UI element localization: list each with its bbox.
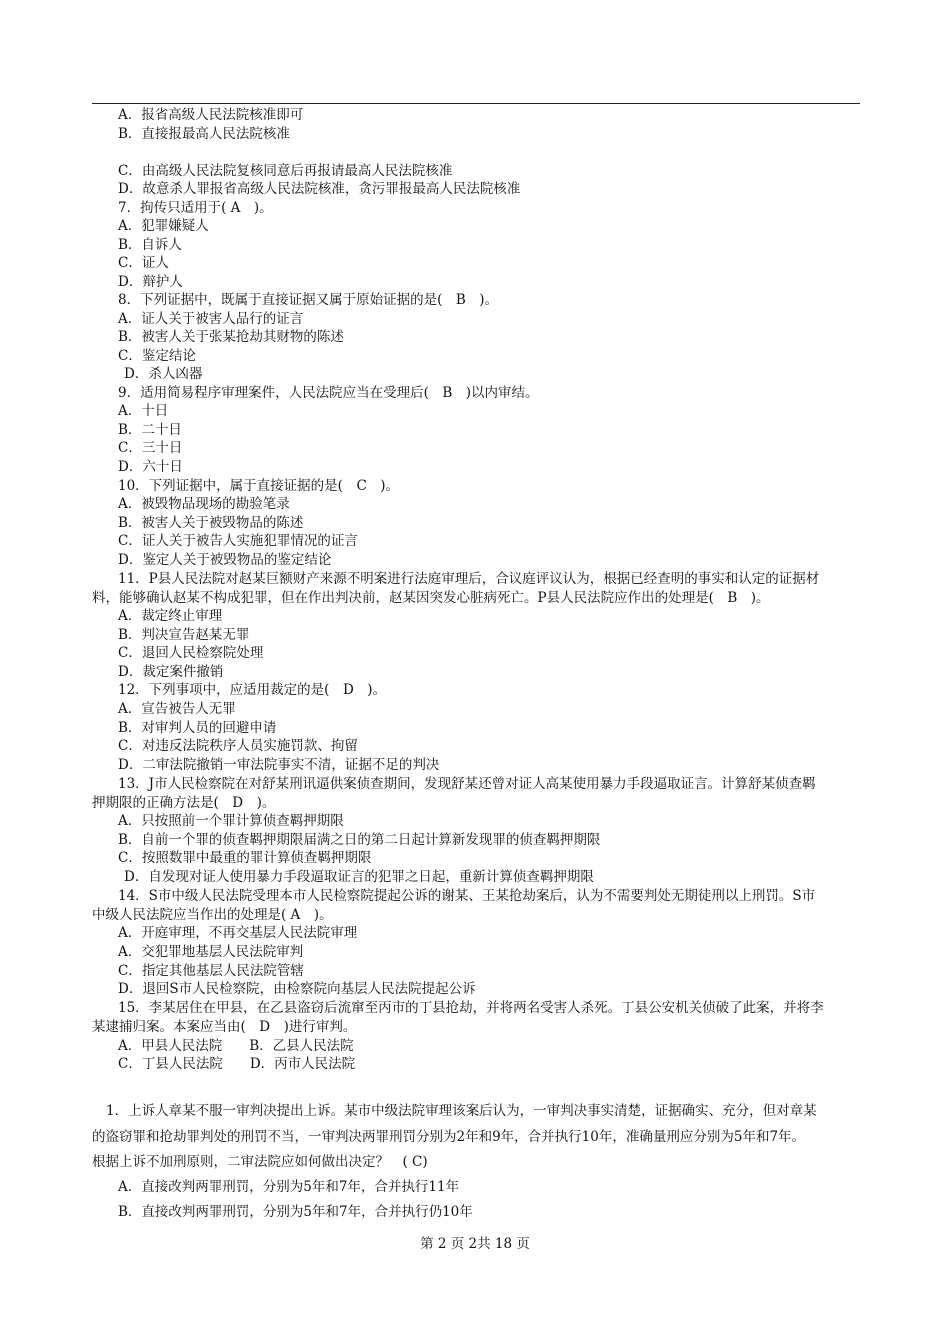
- question-line: 8．下列证据中，既属于直接证据又属于原始证据的是( B )。: [118, 292, 499, 308]
- question-line: 7．拘传只适用于( A )。: [118, 200, 273, 216]
- option-line: B．直接报最高人民法院核准: [118, 126, 290, 142]
- option-line: A．开庭审理，不再交基层人民法院审理: [118, 925, 358, 941]
- option-line: A．十日: [118, 403, 169, 419]
- question-line: 12．下列事项中，应适用裁定的是( D )。: [118, 682, 387, 698]
- header-rule: [92, 103, 860, 104]
- option-line: B．直接改判两罪刑罚，分别为5年和7年，合并执行仍10年: [118, 1204, 473, 1220]
- option-line: A．交犯罪地基层人民法院审判: [118, 944, 304, 960]
- option-line: D．二审法院撤销一审法院事实不清，证据不足的判决: [118, 757, 440, 773]
- option-line: B．自前一个罪的侦查羁押期限届满之日的第二日起计算新发现罪的侦查羁押期限: [118, 832, 601, 848]
- question-line: 某逮捕归案。本案应当由( D )进行审判。: [92, 1019, 357, 1035]
- option-line: D．六十日: [118, 459, 183, 475]
- option-line: B．判决宣告赵某无罪: [118, 627, 250, 643]
- question-line: 料，能够确认赵某不构成犯罪，但在作出判决前，赵某因突发心脏病死亡。P县人民法院应作出的处理是( B )。: [92, 590, 770, 606]
- question-line: 13．J市人民检察院在对舒某刑讯逼供案侦查期间，发现舒某还曾对证人高某使用暴力手段逼取证言。计算舒某侦查羁: [118, 776, 816, 792]
- question-line: 中级人民法院应当作出的处理是( A )。: [92, 907, 333, 923]
- question-line: 根据上诉不加刑原则，二审法院应如何做出决定？ ( C): [92, 1154, 428, 1170]
- option-line: A．裁定终止审理: [118, 608, 223, 624]
- question-line: 15．李某居住在甲县，在乙县盗窃后流窜至丙市的丁县抢劫，并将两名受害人杀死。丁县公安机关侦破了此案，并将李: [118, 1000, 824, 1016]
- option-line: D．退回S市人民检察院，由检察院向基层人民法院提起公诉: [118, 981, 476, 997]
- option-line: D．辩护人: [118, 274, 183, 290]
- option-line: C．按照数罪中最重的罪计算侦查羁押期限: [118, 850, 372, 866]
- question-line: 14．S市中级人民法院受理本市人民检察院提起公诉的谢某、王某抢劫案后，认为不需要判处无期徒刑以上刑罚。S市: [118, 888, 816, 904]
- option-line: B．被害人关于张某抢劫其财物的陈述: [118, 329, 344, 345]
- option-line: A．宣告被告人无罪: [118, 701, 236, 717]
- question-line: 的盗窃罪和抢劫罪判处的刑罚不当，一审判决两罪刑罚分别为2年和9年，合并执行10年，准确量刑应分别为5年和7年。: [92, 1129, 806, 1145]
- option-line: D．鉴定人关于被毁物品的鉴定结论: [118, 552, 332, 568]
- option-line: D．杀人凶器: [124, 366, 203, 382]
- option-line: B．自诉人: [118, 237, 182, 253]
- option-line: C．证人关于被告人实施犯罪情况的证言: [118, 533, 358, 549]
- option-line: A．直接改判两罪刑罚，分别为5年和7年，合并执行11年: [118, 1179, 460, 1195]
- question-line: 押期限的正确方法是( D )。: [92, 795, 276, 811]
- option-line: D．故意杀人罪报省高级人民法院核准，贪污罪报最高人民法院核准: [118, 181, 521, 197]
- question-line: 1．上诉人章某不服一审判决提出上诉。某市中级法院审理该案后认为，一审判决事实清楚，证据确实、充分，但对章某: [106, 1103, 817, 1119]
- question-line: 9．适用简易程序审理案件，人民法院应当在受理后( B )以内审结。: [118, 385, 539, 401]
- option-line: A．证人关于被害人品行的证言: [118, 311, 304, 327]
- option-line: A．甲县人民法院 B．乙县人民法院: [118, 1038, 354, 1054]
- question-line: 11．P县人民法院对赵某巨额财产来源不明案进行法庭审理后，合议庭评议认为，根据已经查明的事实和认定的证据材: [118, 571, 820, 587]
- option-line: C．鉴定结论: [118, 348, 196, 364]
- option-line: A．被毁物品现场的勘验笔录: [118, 496, 290, 512]
- option-line: B．被害人关于被毁物品的陈述: [118, 515, 304, 531]
- option-line: C．证人: [118, 255, 169, 271]
- question-line: 10．下列证据中，属于直接证据的是( C )。: [118, 478, 400, 494]
- option-line: A．犯罪嫌疑人: [118, 218, 209, 234]
- option-line: C．指定其他基层人民法院管辖: [118, 963, 304, 979]
- option-line: C．三十日: [118, 440, 183, 456]
- page-number: 第 2 页 2共 18 页: [420, 1236, 530, 1252]
- option-line: C．由高级人民法院复核同意后再报请最高人民法院核准: [118, 163, 453, 179]
- option-line: A．只按照前一个罪计算侦查羁押期限: [118, 813, 344, 829]
- option-line: C．退回人民检察院处理: [118, 645, 264, 661]
- option-line: B．对审判人员的回避申请: [118, 720, 277, 736]
- option-line: A．报省高级人民法院核准即可: [118, 107, 304, 123]
- option-line: D．自发现对证人使用暴力手段逼取证言的犯罪之日起，重新计算侦查羁押期限: [124, 869, 594, 885]
- option-line: D．裁定案件撤销: [118, 664, 224, 680]
- option-line: C．对违反法院秩序人员实施罚款、拘留: [118, 738, 358, 754]
- option-line: C．丁县人民法院 D．丙市人民法院: [118, 1056, 356, 1072]
- option-line: B．二十日: [118, 422, 182, 438]
